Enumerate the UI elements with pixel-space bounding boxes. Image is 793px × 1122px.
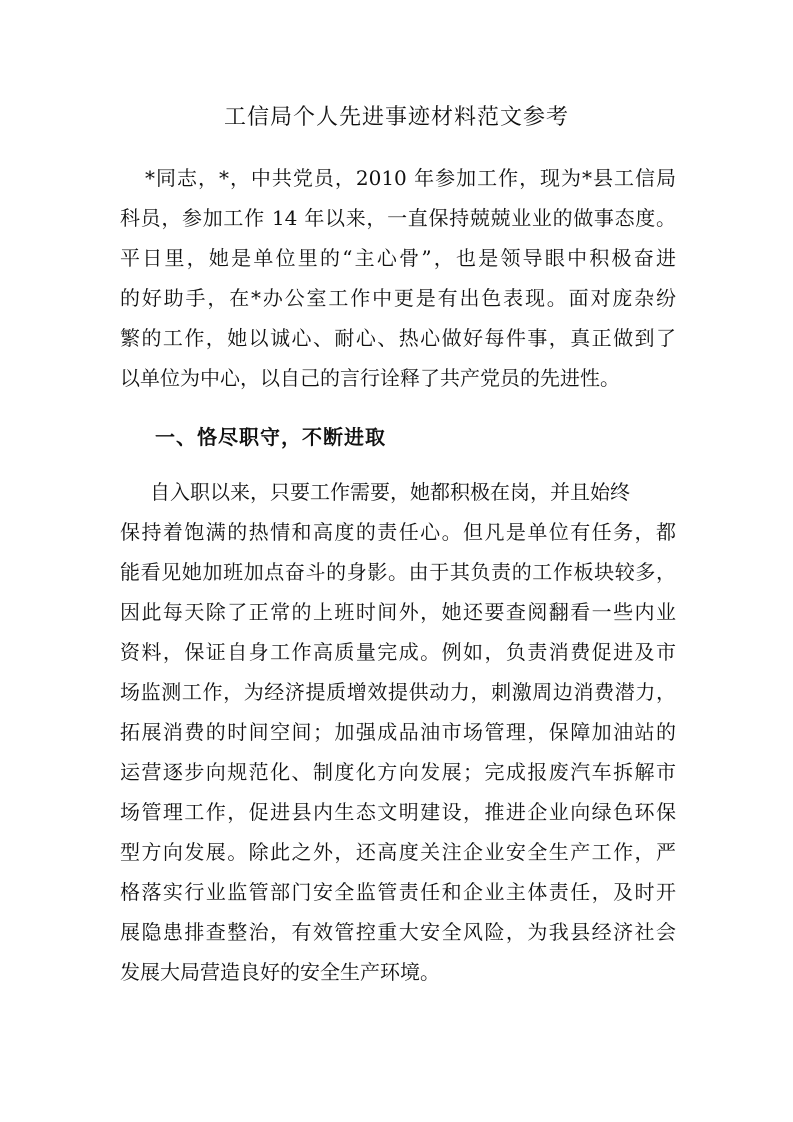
paragraph-line: 繁的工作，她以诚心、耐心、热心做好每件事，真正做到了 (120, 326, 676, 350)
paragraph-line: 能看见她加班加点奋斗的身影。由于其负责的工作板块较多， (120, 560, 676, 584)
paragraph-line: 资料，保证自身工作高质量完成。例如，负责消费促进及市 (120, 640, 676, 664)
paragraph-line: 型方向发展。除此之外，还高度关注企业安全生产工作，严 (120, 840, 676, 864)
paragraph-line: 运营逐步向规范化、制度化方向发展；完成报废汽车拆解市 (120, 760, 676, 784)
paragraph-line: 自入职以来，只要工作需要，她都积极在岗，并且始终 (150, 480, 630, 504)
paragraph-line: 的好助手，在*办公室工作中更是有出色表现。面对庞杂纷 (120, 286, 676, 310)
paragraph-line: 场监测工作，为经济提质增效提供动力，刺激周边消费潜力， (120, 680, 676, 704)
paragraph-line: 科员，参加工作 14 年以来，一直保持兢兢业业的做事态度。 (120, 206, 676, 230)
document-title: 工信局个人先进事迹材料范文参考 (223, 105, 569, 130)
paragraph-line: 平日里，她是单位里的“主心骨”，也是领导眼中积极奋进 (120, 246, 676, 270)
paragraph-line: 以单位为中心，以自己的言行诠释了共产党员的先进性。 (120, 366, 620, 390)
paragraph-line: 因此每天除了正常的上班时间外，她还要查阅翻看一些内业 (120, 600, 676, 624)
paragraph-line: 格落实行业监管部门安全监管责任和企业主体责任，及时开 (120, 880, 676, 904)
paragraph-line: *同志，*，中共党员，2010 年参加工作，现为*县工信局 (145, 166, 676, 190)
paragraph-line: 场管理工作，促进县内生态文明建设，推进企业向绿色环保 (120, 800, 676, 824)
section-paragraph (120, 472, 676, 992)
paragraph-line: 拓展消费的时间空间；加强成品油市场管理，保障加油站的 (120, 720, 676, 744)
intro-paragraph (120, 158, 676, 398)
paragraph-line: 保持着饱满的热情和高度的责任心。但凡是单位有任务，都 (120, 520, 676, 544)
section-heading: 一、恪尽职守，不断进取 (155, 425, 386, 449)
paragraph-line: 展隐患排查整治，有效管控重大安全风险，为我县经济社会 (120, 920, 676, 944)
paragraph-line: 发展大局营造良好的安全生产环境。 (120, 960, 440, 984)
